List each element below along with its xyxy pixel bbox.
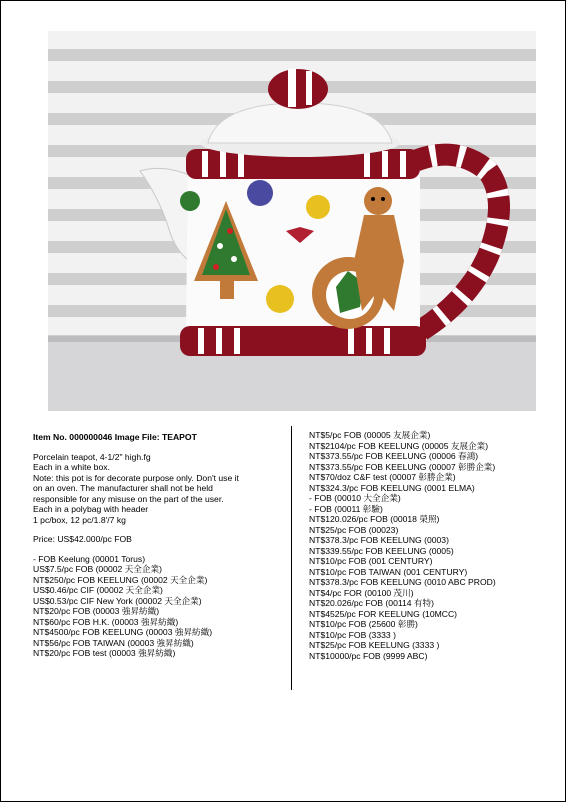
price-list-left [33,554,281,659]
item-price: Price: US$42.000/pc FOB [33,534,132,544]
price-entry: NT$120.026/pc FOB (00018 榮照) [309,514,440,524]
description-line: on an oven. The manufacturer shall not be held [33,483,213,493]
price-entry: NT$25/pc FOB KEELUNG (3333 ) [309,640,440,650]
price-entry: NT$5/pc FOB (00005 友展企業) [309,430,431,440]
item-details-left-column [33,432,281,659]
price-entry: NT$378.3/pc FOB KEELUNG (0010 ABC PROD) [309,577,496,587]
price-entry: US$7.5/pc FOB (00002 天全企業) [33,564,162,574]
price-entry: NT$56/pc FOB TAIWAN (00003 強昇紡織) [33,637,194,648]
description-line: responsible for any misuse on the part of the user. [33,493,224,504]
price-entry: NT$10/pc FOB (25600 彰勝) [309,619,418,629]
price-entry: NT$4500/pc FOB KEELUNG (00003 強昇紡織) [33,627,213,637]
price-entry: NT$2104/pc FOB KEELUNG (00005 友展企業) [309,440,489,451]
price-entry: - FOB Keelung (00001 Torus) [33,553,146,564]
price-entry: NT$20/pc FOB test (00003 強昇紡織) [33,648,176,658]
price-list-right [309,430,559,661]
description-line: Note: this pot is for decorate purpose only. Don't use it [33,472,239,483]
item-description [33,452,281,526]
description-line: Each in a polybag with header [33,504,149,514]
item-title: Item No. 000000046 Image File: TEAPOT [33,432,197,442]
price-entry: NT$373.55/pc FOB KEELUNG (00006 春鴻) [309,451,479,461]
price-entry: NT$373.55/pc FOB KEELUNG (00007 彰勝企業) [309,461,496,472]
price-entry: NT$4525/pc FOR KEELUNG (10MCC) [309,608,458,619]
price-entry: NT$20.026/pc FOB (00114 有特) [309,598,434,608]
price-entry: NT$10/pc FOB (3333 ) [309,629,396,640]
product-photo-teapot [48,31,536,411]
description-line: 1 pc/box, 12 pc/1.8'/7 kg [33,514,126,525]
price-entry: NT$10000/pc FOB (9999 ABC) [309,650,428,661]
column-divider [291,426,292,690]
description-line: Each in a white box. [33,462,110,472]
price-entry: - FOB (00010 大全企業) [309,493,401,503]
price-entry: NT$378.3/pc FOB KEELUNG (0003) [309,535,449,545]
price-entry: NT$60/pc FOB H.K. (00003 強昇紡織) [33,616,179,627]
price-entry: US$0.53/pc CIF New York (00002 天全企業) [33,595,202,606]
price-entry: NT$250/pc FOB KEELUNG (00002 天全企業) [33,574,208,585]
description-line: Porcelain teapot, 4-1/2" high.fg [33,451,151,462]
price-entry: NT$10/pc FOB TAIWAN (001 CENTURY) [309,566,468,577]
price-entry: NT$25/pc FOB (00023) [309,524,399,535]
price-entry: - FOB (00011 彰驗) [309,503,383,514]
price-entry: NT$4/pc FOR (00100 茂川) [309,587,414,598]
price-entry: NT$339.55/pc FOB KEELUNG (0005) [309,545,454,556]
price-entry: NT$70/doz C&F test (00007 彰勝企業) [309,472,456,482]
price-entry: NT$20/pc FOB (00003 強昇紡織) [33,606,160,616]
price-entry: NT$10/pc FOB (001 CENTURY) [309,556,433,566]
price-entry: NT$324.3/pc FOB KEELUNG (0001 ELMA) [309,482,475,493]
price-entry: US$0.46/pc CIF (00002 天全企業) [33,585,163,595]
